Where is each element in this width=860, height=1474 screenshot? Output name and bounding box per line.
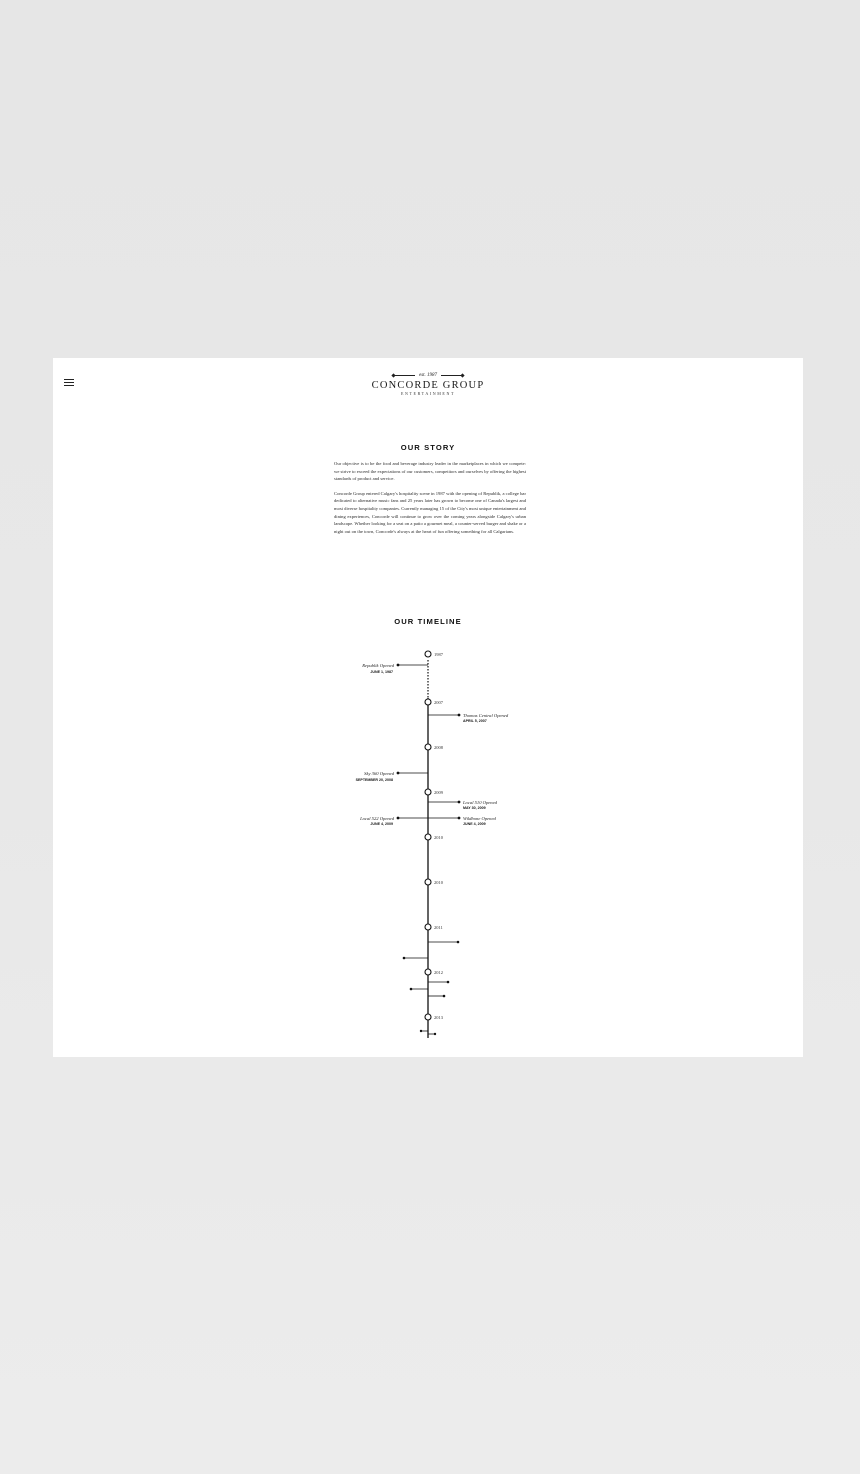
event-dot [403,957,406,960]
event-date: JUNE 4, 2009 [463,822,486,826]
year-label: 1987 [434,652,443,657]
event-dot [420,1030,422,1032]
event-dot [397,817,400,820]
timeline-branch[interactable] [420,1030,428,1032]
year-marker[interactable] [425,744,444,750]
timeline-event[interactable] [428,800,498,810]
timeline-branch[interactable] [428,995,445,998]
event-date: SEPTEMBER 20, 2008 [355,778,393,782]
page-card [53,358,803,1057]
year-label: 2013 [434,1015,443,1020]
year-node [425,924,431,930]
timeline-event[interactable] [428,816,496,826]
timeline-event[interactable] [361,663,428,674]
event-dot [397,664,400,667]
event-date: JUNE 4, 2009 [370,822,393,826]
logo-subtitle: ENTERTAINMENT [400,391,455,396]
logo-est-text: est. 1987 [418,373,438,378]
event-date: MAY 30, 2009 [463,806,486,810]
timeline-branch[interactable] [428,981,449,984]
event-dot [458,714,461,717]
year-marker[interactable] [425,699,444,705]
year-label: 2009 [434,790,443,795]
event-name: Sky 360 Opened [364,771,394,776]
event-date: APRIL 5, 2007 [463,719,487,723]
year-label: 2008 [434,745,443,750]
year-node [425,699,431,705]
year-node [425,1014,431,1020]
timeline-event[interactable] [359,816,428,826]
timeline-event[interactable] [428,713,509,723]
story-title: OUR STORY [400,443,456,452]
story-paragraph: Our objective is to be the food and beverage industry leader in the marketplaces in which we compete: we strive to exceed the expectations of our customers, competitors and ourselves by offering the highest standards of product and service. [334,461,526,482]
timeline-title: OUR TIMELINE [394,617,462,626]
year-node [425,651,431,657]
year-node [425,744,431,750]
timeline [53,358,803,1057]
year-marker[interactable] [425,1014,444,1020]
story-paragraph: Concorde Group entered Calgary's hospitality scene in 1987 with the opening of Republik, a college bar dedicated to alternative music fans and 25 years later has grown to become one of Canada's largest and most diverse hospitality companies. Currently managing 15 of the City's most unique entertainment and dining experiences, Concorde will continue to grow over the coming years alongside Calgary's urban landscape. Whether looking for a seat on a patio a gourmet meal, a counter-served burger and shake or a night out on the town, Concorde's always at the heart of fun offering something for all Calgarians. [334,490,526,534]
event-dot [447,981,450,984]
year-label: 2010 [434,835,443,840]
timeline-branch[interactable] [428,941,459,944]
year-node [425,969,431,975]
year-marker[interactable] [425,789,444,795]
event-name: Wildbone Opened [463,816,496,821]
year-label: 2010 [434,880,443,885]
year-marker[interactable] [425,969,443,975]
year-marker[interactable] [425,834,444,840]
year-label: 2007 [434,700,443,705]
year-node [425,834,431,840]
year-label: 2011 [434,925,443,930]
event-name: Local 510 Opened [463,800,497,805]
event-dot [434,1033,436,1035]
event-dot [458,817,461,820]
year-marker[interactable] [425,879,444,885]
event-name: Thomas Central Opened [463,713,509,718]
timeline-branch[interactable] [403,957,428,960]
event-dot [397,772,400,775]
event-name: Republik Opened [362,663,394,668]
year-label: 2012 [434,970,443,975]
event-dot [443,995,446,998]
year-marker[interactable] [425,651,444,657]
logo-name: CONCORDE GROUP [371,380,485,391]
timeline-branch[interactable] [410,988,428,991]
year-marker[interactable] [425,924,443,930]
event-date: JUNE 1, 1987 [370,670,393,674]
timeline-event[interactable] [356,771,428,782]
event-dot [410,988,413,991]
event-dot [457,941,460,944]
timeline-branch[interactable] [428,1033,436,1035]
year-node [425,789,431,795]
event-name: Local 522 Opened [360,816,394,821]
event-dot [458,801,461,804]
year-node [425,879,431,885]
